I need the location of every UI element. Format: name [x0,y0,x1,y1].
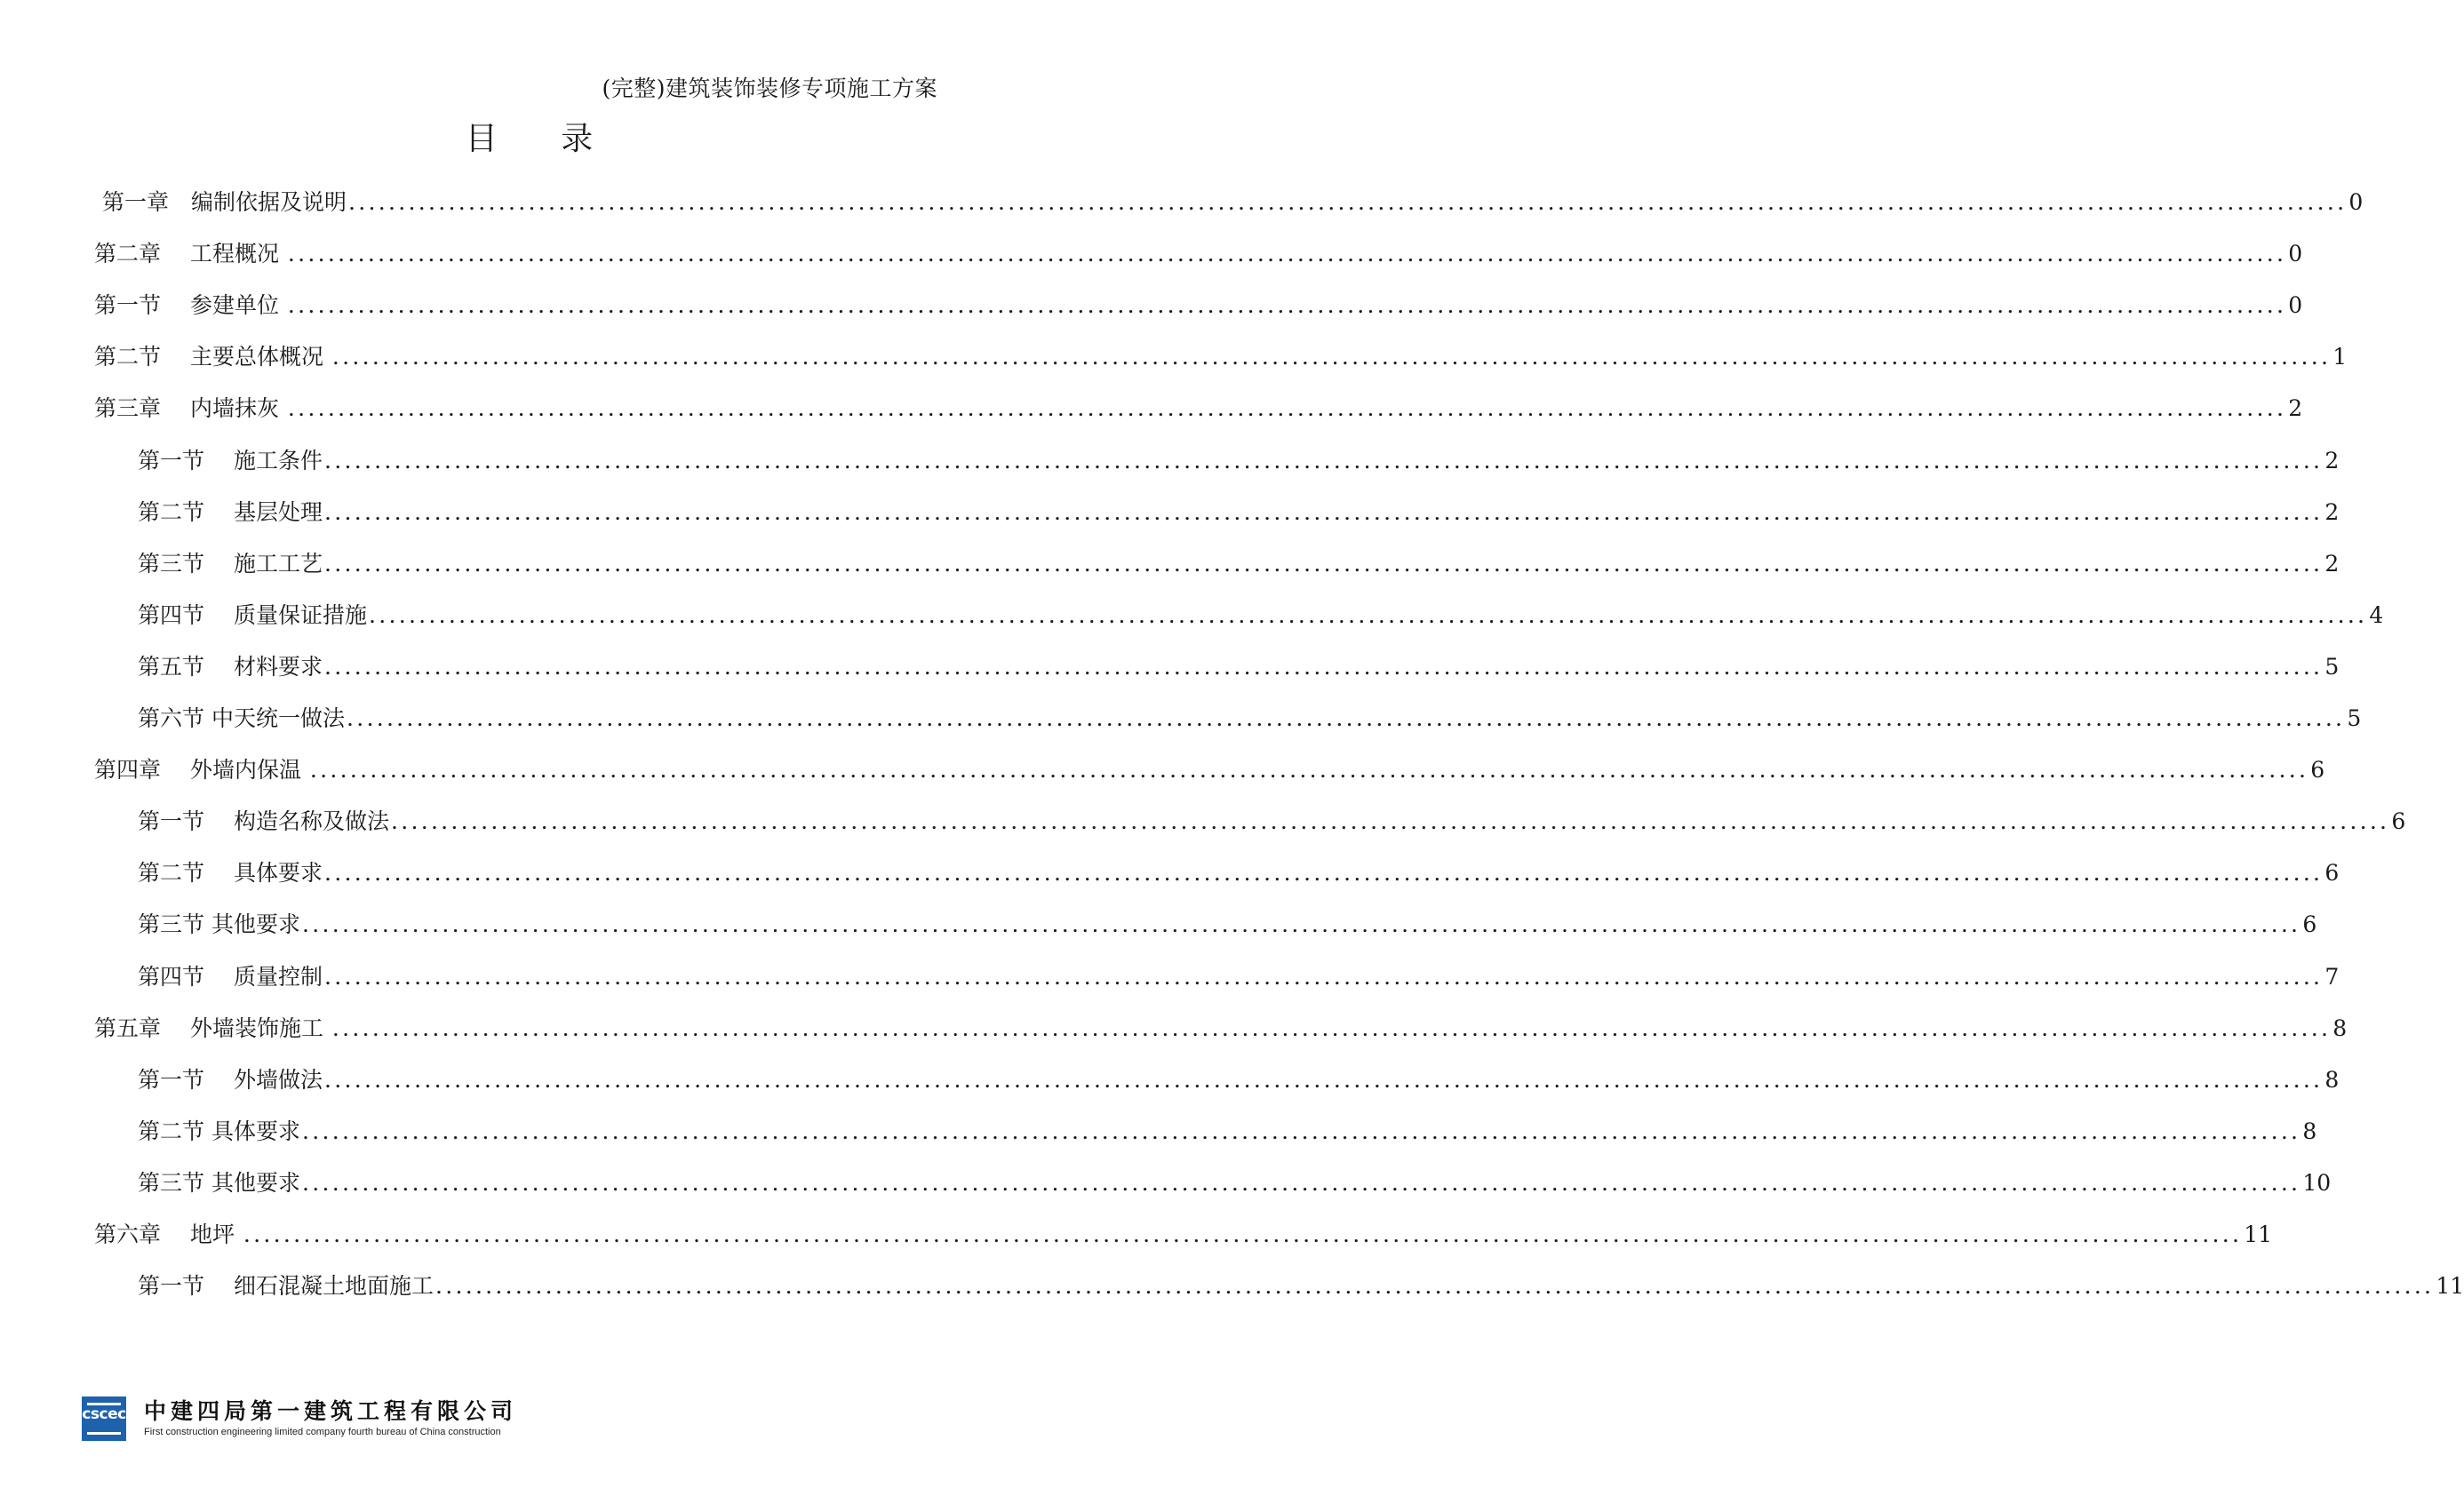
toc-entry[interactable] [138,1265,2464,1301]
toc-entry[interactable] [138,440,2340,475]
toc-entry-label: 第二节 具体要求 [138,860,323,887]
toc-entry-label: 第四节 质量保证措施 [138,601,367,628]
toc-leader-dots: ........................................................................................................................................................................................................ [323,963,2324,990]
toc-entry[interactable] [138,491,2340,527]
toc-entry-label: 第四节 质量控制 [138,963,323,990]
toc-leader-dots: ........................................................................................................................................................................................................ [348,189,2348,215]
toc-entry[interactable] [138,956,2340,991]
toc-entry[interactable] [94,1214,2273,1249]
toc-leader-dots: ........................................................................................................................................................................................................ [323,653,2324,680]
toc-entry-page: 0 [2348,189,2364,215]
company-name-cn: 中建四局第一建筑工程有限公司 [144,1398,518,1424]
toc-entry[interactable] [94,749,2325,784]
toc-leader-dots: ........................................................................................................................................................................................................ [323,860,2324,887]
toc-leader-dots: ........................................................................................................................................................................................................ [243,1221,2243,1247]
toc-entry[interactable] [94,233,2303,268]
toc-entry[interactable] [138,800,2406,836]
toc-entry-label: 第二节 基层处理 [138,498,323,525]
toc-entry-page: 5 [2324,653,2340,680]
toc-entry[interactable] [138,543,2340,578]
logo-text: cscec [82,1405,126,1423]
toc-entry-label: 第一节 细石混凝土地面施工 [138,1273,434,1300]
toc-leader-dots: ........................................................................................................................................................................................................ [323,447,2324,473]
footer [82,1397,517,1441]
toc-entry-page: 11 [2436,1273,2464,1300]
toc-entry-label: 第三节 施工工艺 [138,550,323,577]
company-name-en: First construction engineering limited company fourth bureau of China construction [144,1427,501,1437]
toc-entry-label: 第四章 外墙内保温 [94,757,308,784]
toc-entry-page: 5 [2347,705,2362,731]
toc-entry-label: 第三节 其他要求 [138,1169,300,1196]
toc-entry-page: 6 [2391,808,2406,835]
toc-entry-label: 第三节 其他要求 [138,911,300,938]
toc-entry-label: 第二章 工程概况 [94,241,286,267]
toc-entry[interactable] [138,697,2362,733]
toc-entry[interactable] [138,646,2340,681]
toc-leader-dots: ........................................................................................................................................................................................................ [301,1169,2301,1196]
toc-entry[interactable] [138,1110,2317,1146]
toc-leader-dots: ........................................................................................................................................................................................................ [368,601,2368,628]
toc-leader-dots: ........................................................................................................................................................................................................ [301,1118,2301,1144]
toc-leader-dots: ........................................................................................................................................................................................................ [435,1273,2435,1300]
toc-entry[interactable] [138,1162,2332,1198]
toc-leader-dots: ........................................................................................................................................................................................................ [287,395,2287,422]
toc-entry[interactable] [94,336,2348,371]
toc-entry-page: 2 [2324,447,2340,473]
toc-entry-page: 4 [2369,601,2384,628]
toc-leader-dots: ........................................................................................................................................................................................................ [323,1066,2324,1093]
toc-entry-page: 6 [2324,860,2340,887]
toc-entry-page: 7 [2324,963,2340,990]
toc-leader-dots: ........................................................................................................................................................................................................ [390,808,2390,835]
toc-entry-page: 11 [2244,1221,2273,1247]
toc-leader-dots: ........................................................................................................................................................................................................ [287,292,2287,319]
toc-entry-label: 第一节 构造名称及做法 [138,808,389,835]
toc-leader-dots: ........................................................................................................................................................................................................ [301,911,2301,938]
toc-entry-label: 第五节 材料要求 [138,653,323,680]
toc-entry-label: 第六节 中天统一做法 [138,705,345,731]
toc-entry[interactable] [94,1007,2348,1043]
toc-entry-label: 第六章 地坪 [94,1221,242,1247]
toc-entry-page: 2 [2324,550,2340,577]
toc-entry-label: 第二节 具体要求 [138,1118,300,1144]
toc-entry[interactable] [138,852,2340,887]
toc-entry-label: 第一节 参建单位 [94,292,286,319]
toc-entry-label: 第一章 编制依据及说明 [102,189,347,215]
toc-entry[interactable] [138,1059,2340,1094]
toc-leader-dots: ........................................................................................................................................................................................................ [287,241,2287,267]
toc-entry[interactable] [94,284,2303,320]
toc-entry-page: 6 [2302,911,2317,938]
toc-leader-dots: ........................................................................................................................................................................................................ [346,705,2346,731]
toc-entry-page: 0 [2288,292,2303,319]
toc-leader-dots: ........................................................................................................................................................................................................ [323,498,2324,525]
header-title: (完整)建筑装饰装修专项施工方案 [602,76,937,101]
toc-entry-page: 2 [2288,395,2303,422]
toc-entry-label: 第三章 内墙抹灰 [94,395,286,422]
toc-leader-dots: ........................................................................................................................................................................................................ [309,757,2309,784]
toc-entry[interactable] [102,181,2364,217]
toc-entry-page: 6 [2310,757,2325,784]
company-logo [82,1397,126,1441]
toc-entry-page: 8 [2302,1118,2317,1144]
toc-entry[interactable] [138,594,2384,630]
toc-leader-dots: ........................................................................................................................................................................................................ [331,1015,2332,1041]
toc-leader-dots: ........................................................................................................................................................................................................ [331,344,2332,370]
toc-entry-label: 第二节 主要总体概况 [94,344,331,370]
toc-entry-page: 8 [2332,1015,2348,1041]
toc-entry-label: 第一节 施工条件 [138,447,323,473]
toc-entry-page: 8 [2324,1066,2340,1093]
toc-entry[interactable] [138,903,2317,939]
toc-entry-page: 1 [2332,344,2348,370]
toc-heading: 目 录 [465,121,620,157]
toc-entry[interactable] [94,387,2303,423]
toc-leader-dots: ........................................................................................................................................................................................................ [323,550,2324,577]
toc-entry-label: 第五章 外墙装饰施工 [94,1015,331,1041]
toc-entry-page: 0 [2288,241,2303,267]
toc-entry-label: 第一节 外墙做法 [138,1066,323,1093]
toc-entry-page: 2 [2324,498,2340,525]
toc-entry-page: 10 [2302,1169,2332,1196]
